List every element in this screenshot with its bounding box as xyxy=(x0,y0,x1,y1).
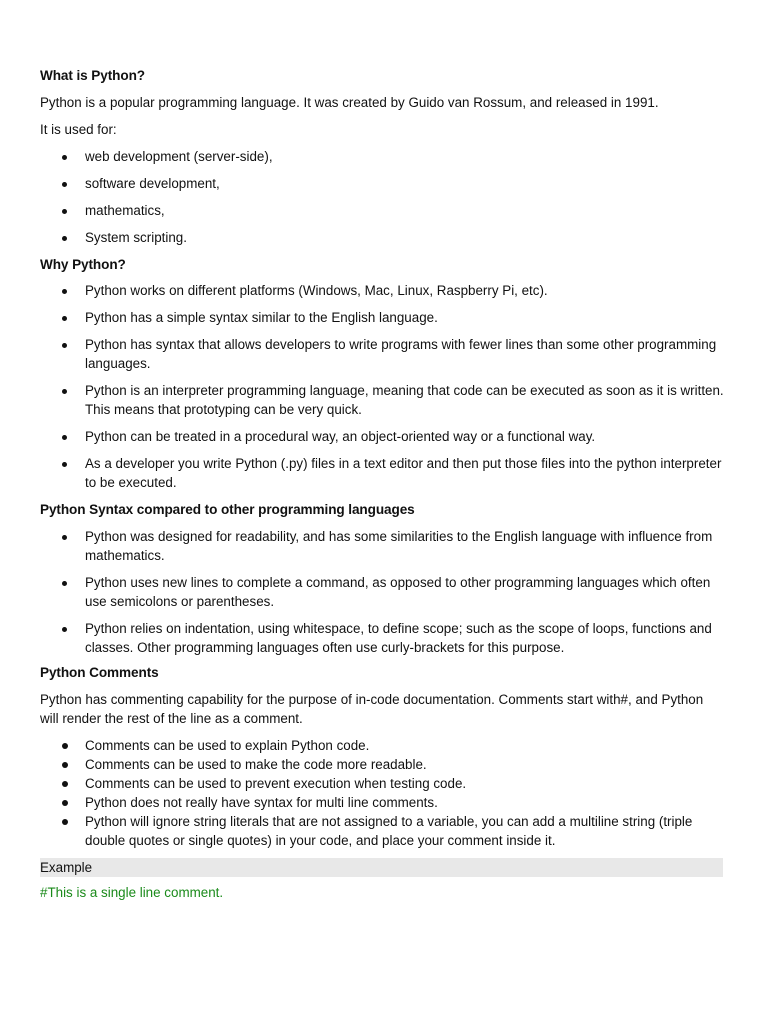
heading-python-comments: Python Comments xyxy=(40,665,159,680)
list-item: Comments can be used to explain Python code. xyxy=(40,736,724,755)
heading-why-python: Why Python? xyxy=(40,257,126,272)
list-item: Python is an interpreter programming language, meaning that code can be executed as soon as it is written. This means that prototyping can be very quick. xyxy=(40,381,724,419)
list-item: Python does not really have syntax for multi line comments. xyxy=(40,793,724,812)
intro-paragraph: Python is a popular programming language. It was created by Guido van Rossum, and released in 1991. xyxy=(40,95,659,110)
why-list xyxy=(40,281,724,492)
list-item: System scripting. xyxy=(40,228,724,247)
list-item: Python uses new lines to complete a command, as opposed to other programming languages which often use semicolons or parentheses. xyxy=(40,573,724,611)
list-item: Python will ignore string literals that are not assigned to a variable, you can add a multiline string (triple double quotes or single quotes) in your code, and place your comment inside it. xyxy=(40,812,724,850)
comments-list xyxy=(40,736,724,850)
list-item: Python has syntax that allows developers to write programs with fewer lines than some other programming languages. xyxy=(40,335,724,373)
list-item: Python has a simple syntax similar to the English language. xyxy=(40,308,724,327)
syntax-list xyxy=(40,527,724,657)
list-item: As a developer you write Python (.py) files in a text editor and then put those files into the python interpreter to be executed. xyxy=(40,454,724,492)
list-item: software development, xyxy=(40,174,724,193)
list-item: web development (server-side), xyxy=(40,147,724,166)
comments-intro: Python has commenting capability for the purpose of in-code documentation. Comments start with#, and Python will render the rest of the line as a comment. xyxy=(40,692,704,726)
heading-syntax-compared: Python Syntax compared to other programming languages xyxy=(40,502,415,517)
document-content xyxy=(40,66,724,902)
code-example: #This is a single line comment. xyxy=(40,885,224,900)
list-item: Python relies on indentation, using whitespace, to define scope; such as the scope of loops, functions and classes. Other programming languages often use curly-brackets for this purpose. xyxy=(40,619,724,657)
used-for-label: It is used for: xyxy=(40,122,117,137)
list-item: Comments can be used to make the code more readable. xyxy=(40,755,724,774)
example-label: Example xyxy=(40,860,93,875)
list-item: mathematics, xyxy=(40,201,724,220)
list-item: Comments can be used to prevent execution when testing code. xyxy=(40,774,724,793)
example-label-bar xyxy=(40,858,723,877)
list-item: Python was designed for readability, and has some similarities to the English language with influence from mathematics. xyxy=(40,527,724,565)
list-item: Python works on different platforms (Windows, Mac, Linux, Raspberry Pi, etc). xyxy=(40,281,724,300)
uses-list xyxy=(40,147,724,247)
list-item: Python can be treated in a procedural way, an object-oriented way or a functional way. xyxy=(40,427,724,446)
heading-what-is-python: What is Python? xyxy=(40,68,145,83)
